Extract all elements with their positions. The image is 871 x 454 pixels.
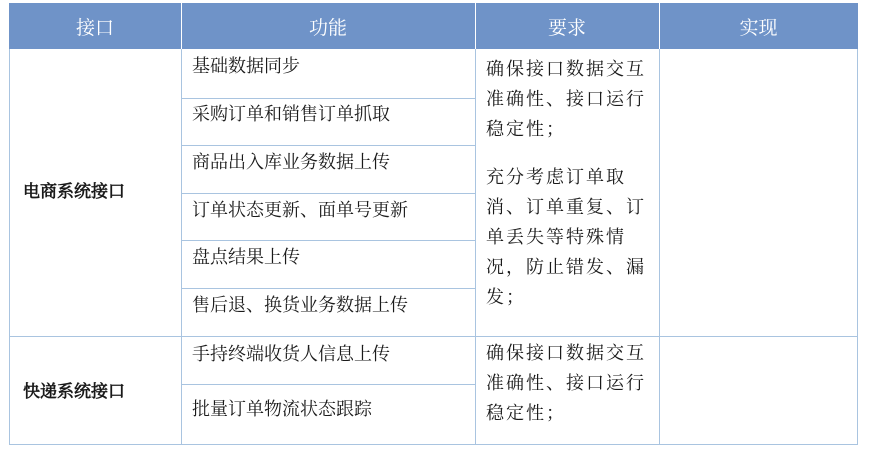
header-implementation — [659, 3, 858, 49]
grid-line — [9, 444, 858, 445]
header-divider — [181, 3, 182, 49]
requirement-text: 充分考虑订单取消、订单重复、订单丢失等特殊情况，防止错发、漏发； — [486, 167, 646, 308]
group-label-ecommerce: 电商系统接口 — [23, 182, 125, 202]
header-interface-label: 接口 — [75, 16, 114, 39]
grid-line — [181, 49, 182, 445]
requirements-table — [9, 3, 858, 445]
function-cell: 采购订单和销售订单抓取 — [192, 104, 390, 125]
requirement-text: 确保接口数据交互准确性、接口运行稳定性； — [486, 59, 646, 140]
grid-line — [181, 384, 475, 385]
grid-line — [181, 98, 475, 99]
header-function — [181, 3, 475, 49]
grid-line — [857, 49, 858, 445]
header-divider — [475, 3, 476, 49]
grid-line — [181, 145, 475, 146]
requirement-text: 确保接口数据交互准确性、接口运行稳定性； — [486, 343, 646, 424]
function-cell: 订单状态更新、面单号更新 — [192, 200, 408, 221]
grid-line — [475, 49, 476, 445]
function-cell: 批量订单物流状态跟踪 — [192, 399, 372, 420]
header-requirement-label: 要求 — [547, 16, 586, 39]
header-implementation-label: 实现 — [739, 16, 778, 39]
header-function-label: 功能 — [308, 16, 347, 39]
grid-line — [181, 240, 475, 241]
grid-line — [659, 49, 660, 445]
function-cell: 基础数据同步 — [192, 56, 300, 77]
grid-line — [9, 336, 858, 337]
function-cell: 商品出入库业务数据上传 — [192, 152, 390, 173]
group-label-express: 快递系统接口 — [23, 382, 125, 402]
grid-line — [9, 49, 10, 445]
header-interface — [9, 3, 181, 49]
function-cell: 售后退、换货业务数据上传 — [192, 295, 408, 316]
grid-line — [181, 193, 475, 194]
grid-line — [181, 288, 475, 289]
function-cell: 手持终端收货人信息上传 — [192, 344, 390, 365]
header-requirement — [475, 3, 659, 49]
header-divider — [659, 3, 660, 49]
function-cell: 盘点结果上传 — [192, 247, 300, 268]
